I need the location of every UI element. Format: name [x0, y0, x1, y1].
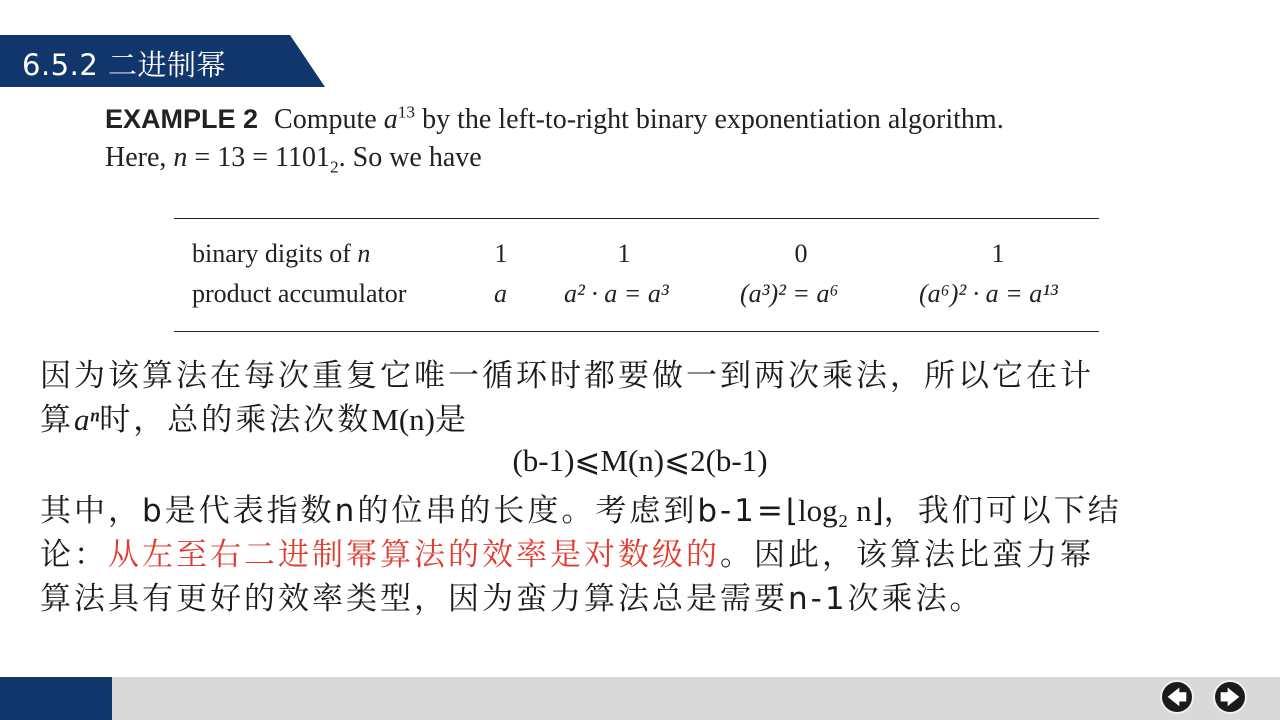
example-text: by the left-to-right binary exponentiation algorithm.	[415, 104, 1004, 135]
accumulator-cell: (a⁶)² · a = a¹³	[919, 279, 1058, 308]
example-text: = 13 = 1101	[187, 142, 330, 173]
example-text: . So we have	[338, 142, 482, 173]
arrow-left-icon: 🡄	[1166, 685, 1188, 709]
para2-line3: 算法具有更好的效率类型，因为蛮力算法总是需要n-1次乘法。	[40, 581, 984, 617]
next-slide-button[interactable]	[1215, 682, 1245, 712]
digit-cell: 0	[794, 239, 808, 268]
subscript: 2	[329, 157, 339, 177]
example-text: Here,	[105, 142, 174, 173]
var-n: n	[357, 239, 371, 268]
example-line-1	[105, 100, 1235, 139]
para-text: 时，总的乘法次数	[99, 402, 372, 438]
digit-cell: 1	[991, 239, 1005, 268]
para1-line2	[40, 398, 1240, 442]
example-block	[105, 100, 1235, 177]
example-text: Compute	[274, 104, 384, 135]
digit-cell: 1	[617, 239, 631, 268]
prev-slide-button[interactable]	[1162, 682, 1192, 712]
accumulator-cell: (a³)² = a⁶	[740, 279, 839, 308]
var-a: a	[383, 104, 398, 135]
para2-line1	[40, 489, 1240, 533]
para1-line1: 因为该算法在每次重复它唯一循环时都要做一到两次乘法，所以它在计	[40, 358, 1094, 394]
accumulator-cell: a	[494, 279, 507, 308]
para-text: 论：	[40, 537, 108, 573]
footer-bar	[0, 677, 1280, 720]
row-label-digits	[192, 239, 370, 269]
exponent: 13	[397, 102, 416, 122]
example-line-2	[105, 139, 1235, 177]
para-text: 。因此，该算法比蛮力幂	[720, 537, 1094, 573]
footer-accent	[0, 677, 112, 720]
binary-table	[174, 218, 1099, 332]
accumulator-cell: a² · a = a³	[564, 279, 669, 308]
math-floor-log: ⌊log₂ n⌋	[785, 493, 884, 528]
arrow-right-icon: 🡆	[1219, 685, 1241, 709]
math-a-pow-n: aⁿ	[74, 402, 100, 437]
para-text: 是	[434, 402, 469, 438]
math-mn: M(n)	[371, 402, 435, 437]
digit-cell: 1	[494, 239, 508, 268]
para-text: 算	[40, 402, 74, 438]
highlight-conclusion: 从左至右二进制幂算法的效率是对数级的	[108, 537, 720, 573]
row-label-accumulator: product accumulator	[192, 279, 407, 308]
label-text: binary digits of	[192, 239, 358, 268]
var-n: n	[173, 142, 188, 173]
para-text: ，我们可以下结	[883, 493, 1122, 529]
para2-line2	[40, 533, 1240, 577]
para-text: 其中，b是代表指数n的位串的长度。考虑到b-1=	[40, 493, 786, 529]
slide-title: 6.5.2 二进制幂	[22, 48, 227, 82]
inequality-formula: (b-1)⩽M(n)⩽2(b-1)	[512, 443, 768, 478]
example-label: EXAMPLE 2	[105, 104, 259, 134]
